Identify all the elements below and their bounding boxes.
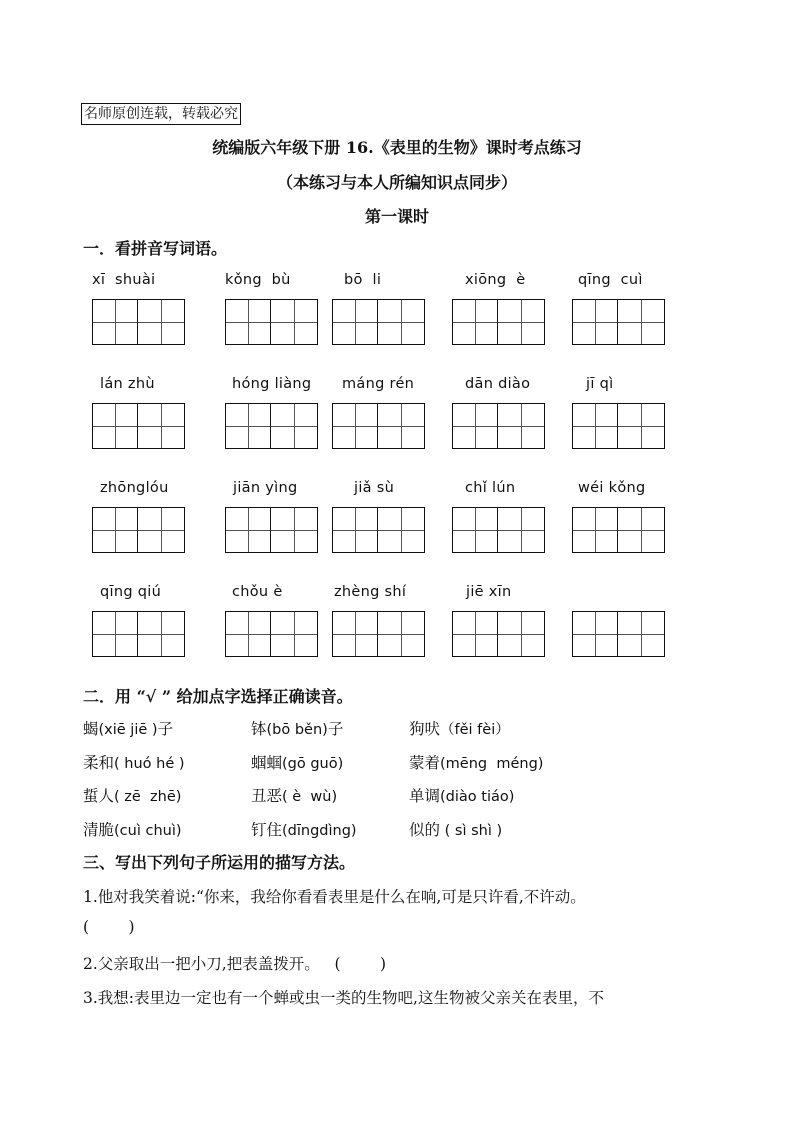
pinyin-options[interactable]: ( zē zhē) xyxy=(114,789,182,805)
tianzige-pair[interactable] xyxy=(225,299,318,345)
answer-blank-1[interactable]: ( ) xyxy=(83,918,135,936)
pinyin-item xyxy=(572,376,668,398)
pinyin-item xyxy=(452,376,548,398)
section2-heading: 二．用 “√ ” 给加点字选择正确读音。 xyxy=(83,687,353,706)
worksheet-subtitle: （本练习与本人所编知识点同步） xyxy=(276,173,517,192)
pinyin-text: dān diào xyxy=(465,376,531,392)
pronunciation-choice[interactable] xyxy=(251,717,343,739)
pinyin-item xyxy=(572,584,668,606)
pronunciation-row xyxy=(83,784,723,808)
word-tail: 子 xyxy=(327,720,344,738)
tianzige-pair[interactable] xyxy=(92,299,185,345)
pinyin-text: jiǎ sù xyxy=(354,480,395,496)
word-char: 蒙着 xyxy=(409,754,441,772)
pinyin-options[interactable]: （fěi fèi） xyxy=(440,722,510,738)
tianzige-pair[interactable] xyxy=(572,507,665,553)
tianzige-pair[interactable] xyxy=(332,299,425,345)
tianzige-pair[interactable] xyxy=(572,299,665,345)
pinyin-options[interactable]: (diào tiáo) xyxy=(440,789,515,805)
pinyin-text: máng rén xyxy=(342,376,415,392)
pinyin-item xyxy=(572,272,668,294)
pinyin-options[interactable]: (bō běn) xyxy=(266,722,328,738)
tianzige-pair[interactable] xyxy=(452,507,545,553)
tianzige-pair[interactable] xyxy=(332,611,425,657)
word-char: 清脆 xyxy=(83,821,115,839)
section3-heading: 三、写出下列句子所运用的描写方法。 xyxy=(83,853,356,872)
pinyin-text: hóng liàng xyxy=(232,376,312,392)
word-char: 柔和 xyxy=(83,754,115,772)
pinyin-text: zhōnglóu xyxy=(100,480,169,496)
pinyin-item xyxy=(452,480,548,502)
pinyin-text: qīng qiú xyxy=(100,584,162,600)
pinyin-item xyxy=(92,480,188,502)
tianzige-pair[interactable] xyxy=(225,507,318,553)
pronunciation-choice[interactable] xyxy=(83,751,185,773)
word-char: 蝈蝈 xyxy=(251,754,283,772)
pronunciation-choice[interactable] xyxy=(251,751,343,773)
word-char: 单调 xyxy=(409,787,441,805)
pinyin-options[interactable]: ( è wù) xyxy=(282,789,338,805)
tianzige-pair[interactable] xyxy=(572,611,665,657)
pinyin-text: lán zhù xyxy=(100,376,155,392)
tianzige-pair[interactable] xyxy=(452,299,545,345)
question-2: 2.父亲取出一把小刀,把表盖拨开。 ( ) xyxy=(83,955,387,973)
pinyin-text: zhèng shí xyxy=(334,584,407,600)
pinyin-text: jiē xīn xyxy=(466,584,512,600)
pinyin-item xyxy=(225,376,321,398)
question-3: 3.我想:表里边一定也有一个蝉或虫一类的生物吧,这生物被父亲关在表里，不 xyxy=(83,989,604,1007)
pinyin-item xyxy=(225,272,321,294)
word-char: 似的 xyxy=(409,821,441,839)
pinyin-text: chǐ lún xyxy=(465,480,516,496)
pinyin-options[interactable]: (xiē jiē ) xyxy=(98,722,158,738)
tianzige-pair[interactable] xyxy=(572,403,665,449)
pinyin-text: bō li xyxy=(344,272,382,288)
pinyin-text: xiōng è xyxy=(465,272,526,288)
tianzige-pair[interactable] xyxy=(452,403,545,449)
tianzige-pair[interactable] xyxy=(92,403,185,449)
pronunciation-choice[interactable] xyxy=(409,717,510,739)
pinyin-text: kǒng bù xyxy=(225,272,291,288)
pinyin-text: jiān yìng xyxy=(233,480,298,496)
pronunciation-choice[interactable] xyxy=(409,818,502,840)
word-char: 蝎 xyxy=(83,720,99,738)
pronunciation-row xyxy=(83,717,723,741)
pinyin-options[interactable]: ( huó hé ) xyxy=(114,756,185,772)
tianzige-pair[interactable] xyxy=(92,611,185,657)
pinyin-options[interactable]: ( sì shì ) xyxy=(440,823,503,839)
pinyin-item xyxy=(452,272,548,294)
pinyin-text: wéi kǒng xyxy=(578,480,646,496)
word-char: 钉住 xyxy=(251,821,283,839)
word-char: 丑恶 xyxy=(251,787,283,805)
pinyin-text: qīng cuì xyxy=(578,272,643,288)
pronunciation-choice[interactable] xyxy=(83,818,182,840)
pinyin-item xyxy=(332,272,428,294)
pinyin-text: jī qì xyxy=(586,376,614,392)
pinyin-text xyxy=(572,584,668,606)
pinyin-item xyxy=(332,584,428,606)
worksheet-title: 统编版六年级下册 16.《表里的生物》课时考点练习 xyxy=(212,138,582,157)
pinyin-item xyxy=(332,480,428,502)
pinyin-item xyxy=(332,376,428,398)
section1-heading: 一．看拼音写词语。 xyxy=(83,239,228,258)
pronunciation-row xyxy=(83,751,723,775)
pinyin-text: xī shuài xyxy=(92,272,156,288)
pinyin-item xyxy=(452,584,548,606)
pinyin-item xyxy=(92,584,188,606)
pinyin-item xyxy=(572,480,668,502)
question-1: 1.他对我笑着说:“你来，我给你看看表里是什么在响,可是只许看,不许动。 xyxy=(83,888,586,906)
pinyin-options[interactable]: (cuì chuì) xyxy=(114,823,182,839)
pronunciation-choice[interactable] xyxy=(251,818,357,840)
lesson-label: 第一课时 xyxy=(364,207,429,226)
pronunciation-choice[interactable] xyxy=(409,751,543,773)
watermark-label: 名师原创连载，转载必究 xyxy=(81,103,241,125)
pinyin-item xyxy=(225,584,321,606)
pronunciation-choice[interactable] xyxy=(83,784,181,806)
pinyin-item xyxy=(225,480,321,502)
pronunciation-choice[interactable] xyxy=(251,784,337,806)
pronunciation-row xyxy=(83,818,723,842)
pinyin-text: chǒu è xyxy=(232,584,283,600)
tianzige-pair[interactable] xyxy=(92,507,185,553)
word-tail: 子 xyxy=(157,720,174,738)
pinyin-options[interactable]: (mēng méng) xyxy=(440,756,544,772)
tianzige-pair[interactable] xyxy=(225,403,318,449)
pronunciation-choice[interactable] xyxy=(409,784,514,806)
pinyin-item xyxy=(92,272,188,294)
tianzige-pair[interactable] xyxy=(332,507,425,553)
tianzige-pair[interactable] xyxy=(452,611,545,657)
pronunciation-choice[interactable] xyxy=(83,717,173,739)
word-char: 蜇人 xyxy=(83,787,115,805)
pinyin-options[interactable]: (dīngdìng) xyxy=(282,823,357,839)
pinyin-options[interactable]: (gō guō) xyxy=(282,756,344,772)
tianzige-pair[interactable] xyxy=(225,611,318,657)
pinyin-item xyxy=(92,376,188,398)
word-char: 钵 xyxy=(251,720,267,738)
word-char: 狗吠 xyxy=(409,720,441,738)
tianzige-pair[interactable] xyxy=(332,403,425,449)
